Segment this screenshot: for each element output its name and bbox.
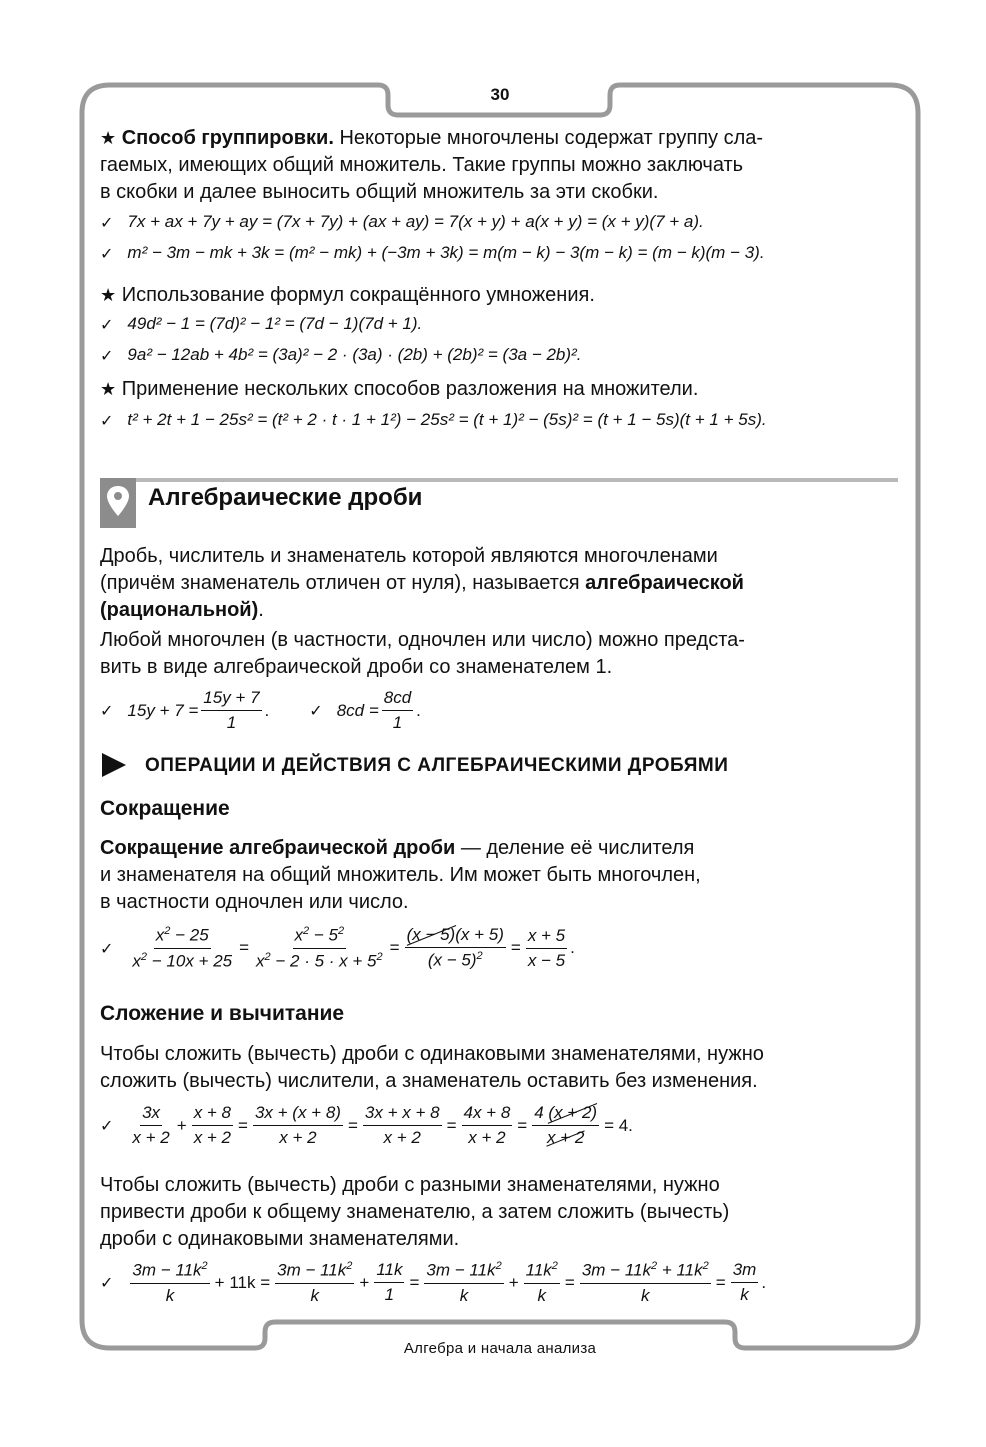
definition-paragraph xyxy=(100,543,900,624)
example-a-left: 15y + 7 = xyxy=(127,700,199,720)
checkmark-icon: ✓ xyxy=(100,1116,114,1135)
reduction-frac-3: $\frac{(x - 5)(x + 5)}{(x - 5)^2}$ xyxy=(406,925,504,970)
period: . xyxy=(264,700,270,720)
checkmark-icon: ✓ xyxy=(100,1273,114,1293)
reduction-text-1: — деление её числителя xyxy=(455,837,695,859)
checkmark-icon: ✓ xyxy=(100,243,114,263)
grouping-example-1 xyxy=(100,212,704,232)
formulas-example-2 xyxy=(100,345,581,365)
addition-example-1: ✓ $\frac{3x}{x + 2}$ + $\frac{x + 8}{x + 2}$ = $\frac{3x + (x + 8)}{x + 2}$ = $\frac{3x + x + 8}{x + 2}$ = $\frac{4x + 8}{x + 2}$ = $\frac{4 (x + 2)}{x + 2}$ = 4. xyxy=(100,1103,633,1147)
star-icon: ★ xyxy=(100,285,117,305)
addition-rule-2-text-2: привести дроби к общему знаменателю, а затем сложить (вычесть) xyxy=(100,1201,730,1223)
grouping-section xyxy=(100,125,900,206)
several-lead: Применение нескольких способов разложения на множители. xyxy=(121,378,699,400)
grouping-text-3: в скобки и далее выносить общий множитель за эти скобки. xyxy=(100,181,659,203)
any-polynomial-block xyxy=(100,627,900,681)
period: . xyxy=(416,700,421,720)
example-a-denominator: 1 xyxy=(226,713,237,732)
addition-rule-2-paragraph xyxy=(100,1172,900,1253)
addition-rule-1-text-1: Чтобы сложить (вычесть) дроби с одинаковыми знаменателями, нужно xyxy=(100,1043,764,1065)
addition-rule-2 xyxy=(100,1172,900,1253)
reduction-paragraph xyxy=(100,835,900,916)
example-b-numerator: 8cd xyxy=(382,688,413,711)
definition-end: . xyxy=(258,599,264,621)
checkmark-icon: ✓ xyxy=(100,212,114,232)
reduction-lead: Сокращение алгебраической дроби xyxy=(100,837,456,859)
play-arrow-icon xyxy=(100,752,128,778)
several-formula-1: t² + 2t + 1 − 25s² = (t² + 2 · t · 1 + 1²) − 25s² = (t + 1)² − (5s)² = (t + 1 − 5s)(t + 1 + 5s). xyxy=(127,410,767,429)
reduction-block xyxy=(100,835,900,916)
checkmark-icon: ✓ xyxy=(100,410,114,430)
formulas-heading xyxy=(100,282,900,309)
example-b-fraction xyxy=(382,688,413,733)
example-b-left: 8cd = xyxy=(336,700,379,720)
reduction-frac-2: $\frac{x^2 - 5^2}{x^2 - 2 \cdot 5 \cdot x + 5^2}$ xyxy=(256,925,383,971)
definition-term-alt: (рациональной) xyxy=(100,599,259,621)
formulas-formula-2: 9a² − 12ab + 4b² = (3a)² − 2 · (3a) · (2b) + (2b)² = (3a − 2b)². xyxy=(127,345,582,364)
section-title: Алгебраические дроби xyxy=(148,484,423,511)
example-b-denominator: 1 xyxy=(392,713,403,732)
any-polynomial-paragraph xyxy=(100,627,900,681)
checkmark-icon: ✓ xyxy=(100,314,114,334)
checkmark-icon: ✓ xyxy=(100,345,114,365)
any-polynomial-text-2: вить в виде алгебраической дроби со знаменателем 1. xyxy=(100,656,613,678)
reduction-text-3: в частности одночлен или число. xyxy=(100,891,409,913)
formulas-formula-1: 49d² − 1 = (7d)² − 1² = (7d − 1)(7d + 1). xyxy=(127,314,423,333)
location-pin-icon xyxy=(100,478,136,528)
checkmark-icon: ✓ xyxy=(100,938,114,958)
checkmark-icon: ✓ xyxy=(100,701,114,720)
several-section xyxy=(100,376,900,403)
formulas-example-1 xyxy=(100,314,422,334)
example-a-numerator: 15y + 7 xyxy=(201,688,261,711)
addition-heading: Сложение и вычитание xyxy=(100,1002,345,1025)
addition-example-2: ✓ $\frac{3m - 11k^2}{k}$ + 11k = $\frac{3m - 11k^2}{k}$ + $\frac{11k}{1}$ = $\frac{3m - 11k^2}{k}$ + $\frac{11k^2}{k}$ = $\frac{3m - 11k^2 + 11k^2}{k}$ = $\frac{3m}{k}$ . xyxy=(100,1260,767,1305)
section-rule xyxy=(100,478,898,482)
addition-rule-1 xyxy=(100,1041,900,1095)
reduction-frac-4: $\frac{x + 5}{x - 5}$ xyxy=(527,925,566,970)
operations-heading: ОПЕРАЦИИ И ДЕЙСТВИЯ С АЛГЕБРАИЧЕСКИМИ ДРОБЯМИ xyxy=(145,755,729,776)
reduction-heading: Сокращение xyxy=(100,797,230,820)
example-a-fraction xyxy=(201,688,261,733)
definition-block xyxy=(100,543,900,624)
addition-rule-1-paragraph xyxy=(100,1041,900,1095)
formulas-section xyxy=(100,282,900,309)
addition-rule-2-text-3: дроби с одинаковыми знаменателями. xyxy=(100,1228,460,1250)
page-number: 30 xyxy=(490,85,510,104)
addition-rule-2-text-1: Чтобы сложить (вычесть) дроби с разными знаменателями, нужно xyxy=(100,1174,720,1196)
any-polynomial-text-1: Любой многочлен (в частности, одночлен или число) можно предста- xyxy=(100,629,745,651)
formulas-lead: Использование формул сокращённого умножения. xyxy=(121,284,595,306)
star-icon: ★ xyxy=(100,379,117,399)
reduction-example: ✓ $\frac{x^2 - 25}{x^2 - 10x + 25}$ = $\frac{x^2 - 5^2}{x^2 - 2 \cdot 5 \cdot x + 5^2}$ = $\frac{(x - 5)(x + 5)}{(x - 5)^2}$ = $\frac{x + 5}{x - 5}$ . xyxy=(100,925,575,971)
grouping-paragraph xyxy=(100,125,900,206)
definition-text-1: Дробь, числитель и знаменатель которой являются многочленами xyxy=(100,545,718,567)
grouping-formula-1: 7x + ax + 7y + ay = (7x + 7y) + (ax + ay) = 7(x + y) + a(x + y) = (x + y)(7 + a). xyxy=(127,212,704,231)
grouping-text-1: Некоторые многочлены содержат группу сла- xyxy=(339,127,764,149)
grouping-formula-2: m² − 3m − mk + 3k = (m² − mk) + (−3m + 3k) = m(m − k) − 3(m − k) = (m − k)(m − 3). xyxy=(127,243,765,262)
fraction-examples xyxy=(100,688,421,733)
checkmark-icon: ✓ xyxy=(309,701,323,720)
definition-text-2: (причём знаменатель отличен от нуля), называется xyxy=(100,572,580,594)
reduction-frac-1: $\frac{x^2 - 25}{x^2 - 10x + 25}$ xyxy=(132,925,233,971)
footer-subject: Алгебра и начала анализа xyxy=(403,1340,597,1357)
definition-term: алгебраической xyxy=(585,572,744,594)
reduction-text-2: и знаменателя на общий множитель. Им может быть многочлен, xyxy=(100,864,701,886)
star-icon: ★ xyxy=(100,128,117,148)
several-example-1 xyxy=(100,410,767,430)
grouping-example-2 xyxy=(100,243,765,263)
addition-rule-1-text-2: сложить (вычесть) числители, а знаменатель оставить без изменения. xyxy=(100,1070,758,1092)
grouping-lead: Способ группировки. xyxy=(121,127,334,149)
grouping-text-2: гаемых, имеющих общий множитель. Такие группы можно заключать xyxy=(100,154,744,176)
several-heading xyxy=(100,376,900,403)
